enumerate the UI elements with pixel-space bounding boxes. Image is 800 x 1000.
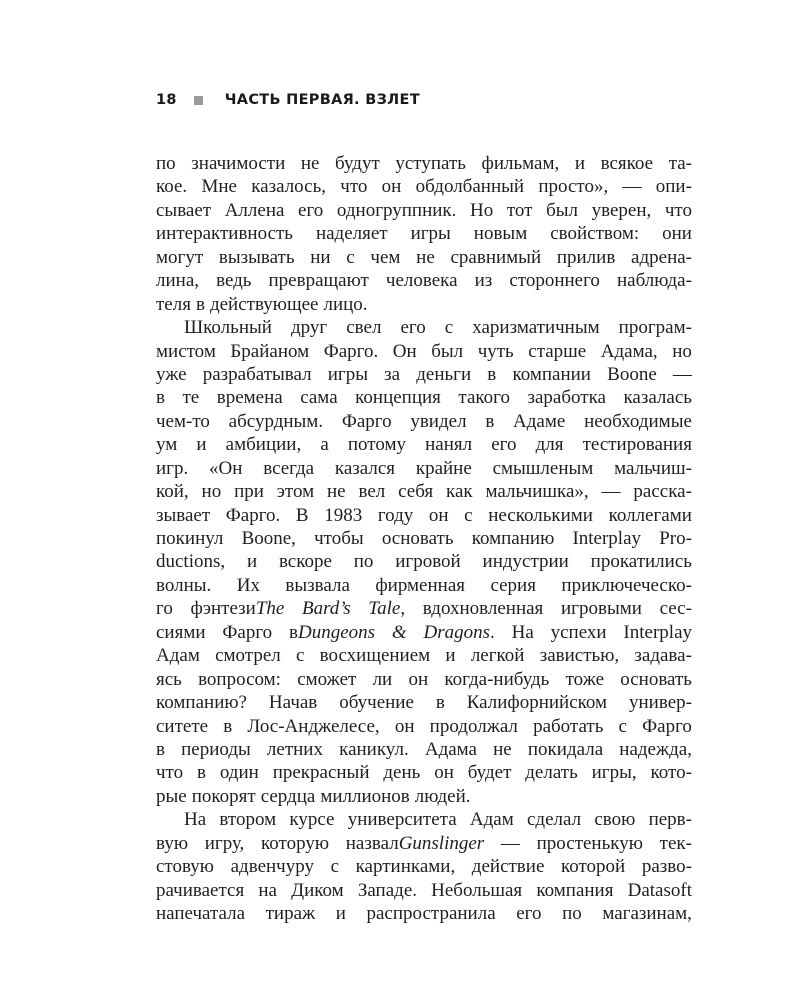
text-line: стовую адвенчуру с картинками, действие которой разво- xyxy=(156,856,692,878)
text-line: в те времена сама концепция такого заработка казалась xyxy=(156,387,692,409)
text-line: по значимости не будут уступать фильмам, и всякое та- xyxy=(156,153,692,174)
text-line: Школьный друг свел его с харизматичным програм- xyxy=(184,317,692,339)
text-line: могут вызывать ни с чем не сравнимый прилив адрена- xyxy=(156,246,692,268)
part-title: ЧАСТЬ ПЕРВАЯ. ВЗЛЕТ xyxy=(224,92,420,108)
body-text xyxy=(156,152,692,925)
text-line: лина, ведь превращают человека из стороннего наблюда- xyxy=(156,270,692,292)
text-line: чем-то абсурдным. Фарго увидел в Адаме необходимые xyxy=(156,410,692,432)
text-line: ясь вопросом: сможет ли он когда-нибудь тоже основать xyxy=(156,668,692,690)
text-line: На втором курсе университета Адам сделал свою перв- xyxy=(184,809,692,831)
text-line: волны. Их вызвала фирменная серия приключеческо- xyxy=(156,574,692,596)
text-line: компанию? Начав обучение в Калифорнийском универ- xyxy=(156,692,692,714)
running-header xyxy=(156,88,420,112)
text-line: го фэнтезиThe Bard’s Tale, вдохновленная игровыми сес- xyxy=(156,598,692,620)
text-line: рые покорят сердца миллионов людей. xyxy=(156,785,471,807)
text-line: уже разрабатывал игры за деньги в компании Boone — xyxy=(156,363,692,385)
text-line: кое. Мне казалось, что он обдолбанный просто», — опи- xyxy=(156,176,692,198)
text-line: ductions, и вскоре по игровой индустрии прокатились xyxy=(156,551,692,573)
text-line: интерактивность наделяет игры новым свойством: они xyxy=(156,223,692,245)
text-line: вую игру, которую назвалGunslinger — простенькую тек- xyxy=(156,832,692,854)
text-line: ум и амбиции, а потому нанял его для тестирования xyxy=(156,434,692,456)
text-line: кой, но при этом не вел себя как мальчишка», — расска- xyxy=(156,481,692,503)
text-line: ситете в Лос-Анджелесе, он продолжал работать с Фарго xyxy=(156,715,692,737)
text-line: Адам смотрел с восхищением и легкой завистью, задава- xyxy=(156,645,692,667)
header-separator-square xyxy=(194,96,203,105)
page-number: 18 xyxy=(156,92,177,108)
text-line: покинул Boone, чтобы основать компанию Interplay Pro- xyxy=(156,528,692,549)
text-line: рачивается на Диком Западе. Небольшая компания Datasoft xyxy=(156,879,692,901)
text-line: игр. «Он всегда казался крайне смышленым мальчиш- xyxy=(156,457,692,479)
text-line: зывает Фарго. В 1983 году он с несколькими коллегами xyxy=(156,504,692,526)
text-line: теля в действующее лицо. xyxy=(156,293,368,315)
text-line: мистом Брайаном Фарго. Он был чуть старше Адама, но xyxy=(156,340,692,362)
text-line: в периоды летних каникул. Адама не покидала надежда, xyxy=(156,738,692,760)
text-line: что в один прекрасный день он будет делать игры, кото- xyxy=(156,762,692,784)
text-line: сывает Аллена его одногруппник. Но тот был уверен, что xyxy=(156,199,692,221)
text-line: напечатала тираж и распространила его по магазинам, xyxy=(156,903,692,924)
text-line: сиями Фарго вDungeons & Dragons. На успехи Interplay xyxy=(156,621,692,643)
